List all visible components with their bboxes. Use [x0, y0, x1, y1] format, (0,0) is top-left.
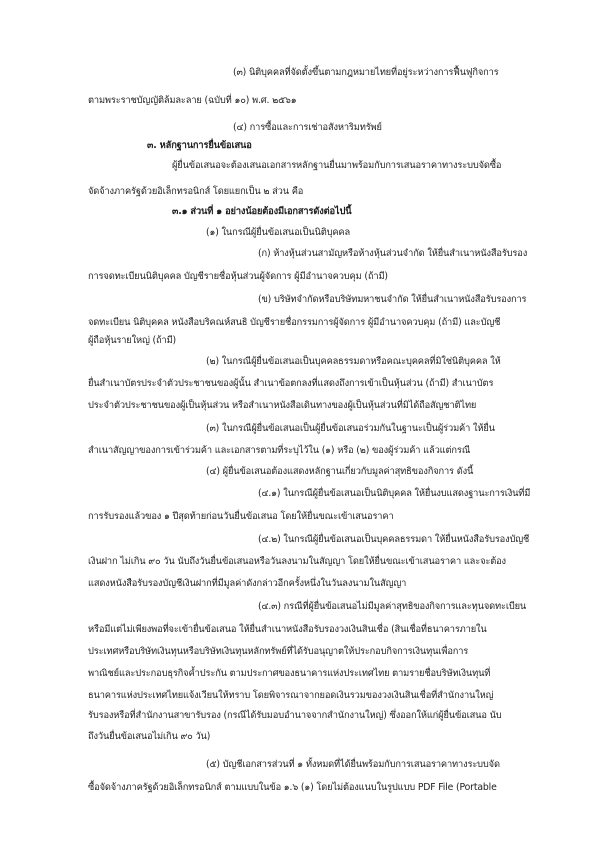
text-line: พาณิชย์และประกอบธุรกิจค้ำประกัน ตามประกาศของธนาคารแห่งประเทศไทย ตามรายชื่อบริษัทเงินทุนที่	[88, 668, 491, 679]
text-line: เงินฝาก ไม่เกิน ๙๐ วัน นับถึงวันยื่นข้อเสนอหรือวันลงนามในสัญญา โดยให้ยื่นขณะเข้าเสนอราคา และจะต้อง	[88, 556, 506, 567]
text-line: (๔) ผู้ยื่นข้อเสนอต้องแสดงหลักฐานเกี่ยวกับมูลค่าสุทธิของกิจการ ดังนี้	[206, 466, 474, 477]
text-line: ธนาคารแห่งประเทศไทยแจ้งเวียนให้ทราบ โดยพิจารณาจากยอดเงินรวมของวงเงินสินเชื่อที่สำนักงานใหญ่	[88, 690, 494, 701]
text-line: ซื้อจัดจ้างภาครัฐด้วยอิเล็กทรอนิกส์ ตามแบบในข้อ ๑.๖ (๑) โดยไม่ต้องแนบในรูปแบบ PDF File (Portable	[88, 782, 497, 793]
text-line: รับรองหรือที่สำนักงานสาขารับรอง (กรณีได้รับมอบอำนาจจากสำนักงานใหญ่) ซึ่งออกให้แก่ผู้ยื่นข้อเสนอ นับ	[88, 710, 502, 721]
text-line: แสดงหนังสือรับรองบัญชีเงินฝากที่มีมูลค่าดังกล่าวอีกครั้งหนึ่งในวันลงนามในสัญญา	[88, 578, 407, 589]
text-line: ผู้ยื่นข้อเสนอจะต้องเสนอเอกสารหลักฐานยื่นมาพร้อมกับการเสนอราคาทางระบบจัดซื้อ	[172, 160, 502, 171]
text-line: (๒) ในกรณีผู้ยื่นข้อเสนอเป็นบุคคลธรรมดาหรือคณะบุคคลที่มิใช่นิติบุคคล ให้	[206, 356, 501, 367]
subsection-heading: ๓.๑ ส่วนที่ ๑ อย่างน้อยต้องมีเอกสารดังต่อไปนี้	[172, 206, 352, 217]
section-heading: ๓. หลักฐานการยื่นข้อเสนอ	[147, 140, 252, 151]
text-line: (ก) ห้างหุ้นส่วนสามัญหรือห้างหุ้นส่วนจำกัด ให้ยื่นสำเนาหนังสือรับรอง	[258, 248, 528, 259]
text-line: (๔.๒) ในกรณีผู้ยื่นข้อเสนอเป็นบุคคลธรรมดา ให้ยื่นหนังสือรับรองบัญชี	[258, 534, 530, 545]
text-line: จดทะเบียน นิติบุคคล หนังสือบริคณห์สนธิ บัญชีรายชื่อกรรมการผู้จัดการ ผู้มีอำนาจควบคุม (ถ้ามี) และบัญชี	[88, 317, 501, 328]
text-line: การจดทะเบียนนิติบุคคล บัญชีรายชื่อหุ้นส่วนผู้จัดการ ผู้มีอำนาจควบคุม (ถ้ามี)	[88, 271, 388, 282]
text-line: (๓) นิติบุคคลที่จัดตั้งขึ้นตามกฎหมายไทยที่อยู่ระหว่างการฟื้นฟูกิจการ	[233, 67, 499, 78]
text-line: ถึงวันยื่นข้อเสนอไม่เกิน ๙๐ วัน)	[88, 731, 211, 742]
text-line: (๓) ในกรณีผู้ยื่นข้อเสนอเป็นผู้ยื่นข้อเสนอร่วมกันในฐานะเป็นผู้ร่วมค้า ให้ยื่น	[206, 423, 495, 434]
text-line: (๕) บัญชีเอกสารส่วนที่ ๑ ทั้งหมดที่ได้ยื่นพร้อมกับการเสนอราคาทางระบบจัด	[206, 759, 500, 770]
text-line: ยื่นสำเนาบัตรประจำตัวประชาชนของผู้นั้น สำเนาข้อตกลงที่แสดงถึงการเข้าเป็นหุ้นส่วน (ถ้ามี) สำเนาบัตร	[88, 378, 494, 389]
text-line: ประเทศหรือบริษัทเงินทุนหรือบริษัทเงินทุนหลักทรัพย์ที่ได้รับอนุญาตให้ประกอบกิจการเงินทุนเพื่อการ	[88, 646, 469, 657]
text-line: ผู้ถือหุ้นรายใหญ่ (ถ้ามี)	[88, 335, 177, 346]
text-line: (๔.๓) กรณีที่ผู้ยื่นข้อเสนอไม่มีมูลค่าสุทธิของกิจการและทุนจดทะเบียน	[258, 601, 527, 612]
text-line: (๑) ในกรณีผู้ยื่นข้อเสนอเป็นนิติบุคคล	[206, 227, 351, 238]
text-line: ตามพระราชบัญญัติล้มละลาย (ฉบับที่ ๑๐) พ.ศ. ๒๕๖๑	[88, 95, 297, 106]
text-line: หรือมีแต่ไม่เพียงพอที่จะเข้ายื่นข้อเสนอ ให้ยื่นสำเนาหนังสือรับรองวงเงินสินเชื่อ (สินเชื่อที่ธนาคารภายใน	[88, 624, 487, 635]
text-line: การรับรองแล้วของ ๑ ปีสุดท้ายก่อนวันยื่นข้อเสนอ โดยให้ยื่นขณะเข้าเสนอราคา	[88, 511, 394, 522]
text-line: (๔.๑) ในกรณีผู้ยื่นข้อเสนอเป็นนิติบุคคล ให้ยื่นงบแสดงฐานะการเงินที่มี	[258, 488, 531, 499]
text-line: จัดจ้างภาครัฐด้วยอิเล็กทรอนิกส์ โดยแยกเป็น ๒ ส่วน คือ	[88, 186, 304, 197]
text-line: (๔) การซื้อและการเช่าอสังหาริมทรัพย์	[233, 122, 382, 133]
text-line: (ข) บริษัทจำกัดหรือบริษัทมหาชนจำกัด ให้ยื่นสำเนาหนังสือรับรองการ	[258, 294, 527, 305]
text-line: ประจำตัวประชาชนของผู้เป็นหุ้นส่วน หรือสำเนาหนังสือเดินทางของผู้เป็นหุ้นส่วนที่มิได้ถือสัญชาติไทย	[88, 400, 477, 411]
text-line: สำเนาสัญญาของการเข้าร่วมค้า และเอกสารตามที่ระบุไว้ใน (๑) หรือ (๒) ของผู้ร่วมค้า แล้วแต่กรณี	[88, 445, 471, 456]
